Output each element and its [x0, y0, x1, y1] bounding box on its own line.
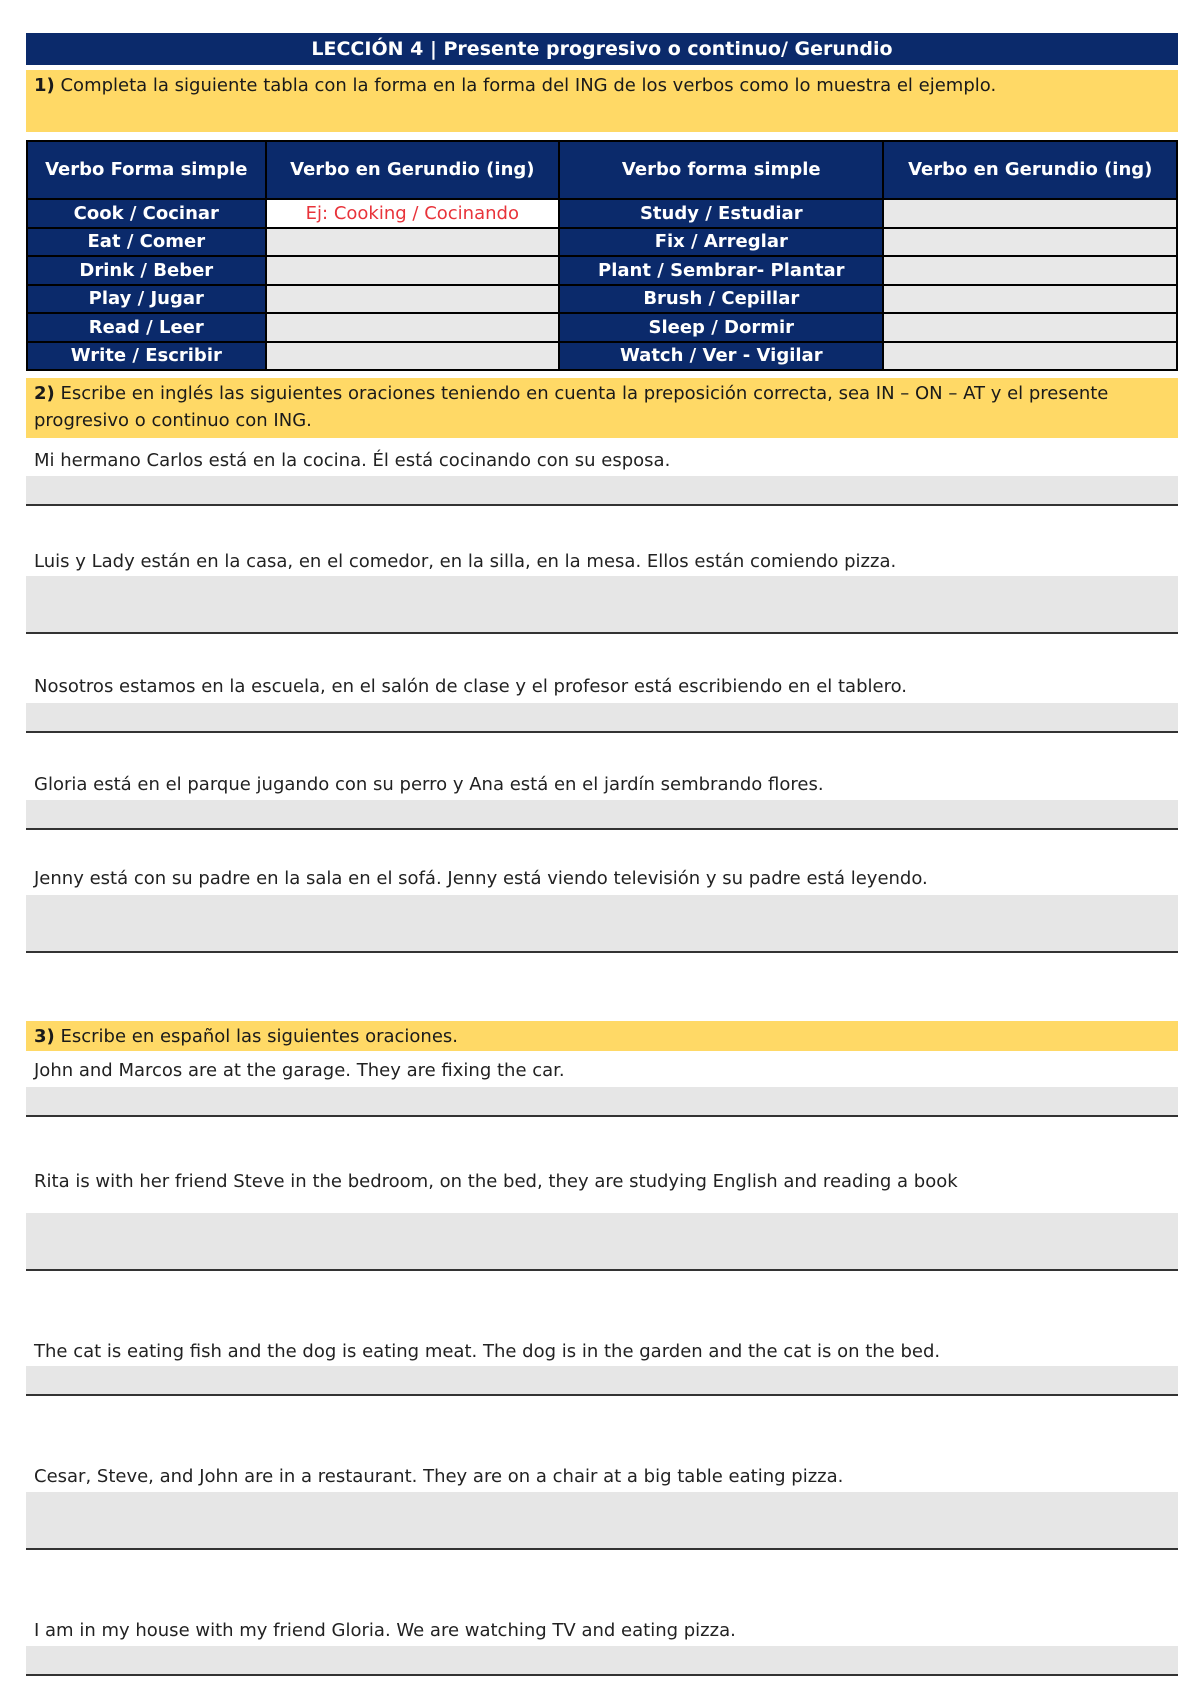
section3-instruction [26, 1021, 1178, 1051]
section1-number: 1) [34, 75, 55, 96]
answer-line[interactable] [26, 703, 1178, 733]
section2-sentence: Gloria está en el parque jugando con su perro y Ana está en el jardín sembrando flores. [34, 774, 824, 795]
section3-number: 3) [34, 1026, 55, 1047]
section3-sentence: John and Marcos are at the garage. They are fixing the car. [34, 1060, 565, 1081]
answer-field[interactable] [883, 285, 1177, 314]
section3-sentence: I am in my house with my friend Gloria. We are watching TV and eating pizza. [34, 1620, 736, 1641]
table-row [27, 285, 1177, 314]
section3-sentence: Rita is with her friend Steve in the bedroom, on the bed, they are studying English and reading a book [34, 1171, 958, 1192]
section2-text: Escribe en inglés las siguientes oraciones teniendo en cuenta la preposición correcta, sea IN – ON – AT y el presente progresivo o continuo con ING. [34, 383, 1109, 431]
section3-sentence: The cat is eating fish and the dog is eating meat. The dog is in the garden and the cat is on the bed. [34, 1341, 941, 1362]
section2-sentence: Nosotros estamos en la escuela, en el salón de clase y el profesor está escribiendo en el tablero. [34, 676, 907, 697]
section3-sentence: Cesar, Steve, and John are in a restaurant. They are on a chair at a big table eating pizza. [34, 1466, 844, 1487]
answer-line[interactable] [26, 1213, 1178, 1271]
table-row [27, 199, 1177, 228]
verb-table-header [27, 141, 1177, 199]
verb-cell: Read / Leer [27, 313, 266, 342]
answer-line[interactable] [26, 476, 1178, 506]
section2-sentence: Mi hermano Carlos está en la cocina. Él está cocinando con su esposa. [34, 450, 671, 471]
verb-cell: Eat / Comer [27, 228, 266, 257]
answer-field[interactable] [883, 256, 1177, 285]
verb-cell: Play / Jugar [27, 285, 266, 314]
answer-line[interactable] [26, 800, 1178, 830]
header-gerund-right: Verbo en Gerundio (ing) [883, 141, 1177, 199]
answer-line[interactable] [26, 1492, 1178, 1550]
answer-line[interactable] [26, 576, 1178, 634]
answer-line[interactable] [26, 1646, 1178, 1676]
answer-field[interactable] [266, 313, 560, 342]
section1-instruction [26, 70, 1178, 132]
verb-table [26, 140, 1178, 371]
answer-field[interactable] [883, 199, 1177, 228]
section1-text: Completa la siguiente tabla con la forma en la forma del ING de los verbos como lo muestra el ejemplo. [54, 75, 997, 96]
table-row [27, 256, 1177, 285]
answer-field[interactable] [883, 228, 1177, 257]
verb-cell: Study / Estudiar [559, 199, 883, 228]
table-row [27, 313, 1177, 342]
verb-cell: Sleep / Dormir [559, 313, 883, 342]
section2-instruction [26, 378, 1178, 438]
section2-sentence: Jenny está con su padre en la sala en el sofá. Jenny está viendo televisión y su padre está leyendo. [34, 868, 928, 889]
answer-field[interactable] [266, 228, 560, 257]
section3-text: Escribe en español las siguientes oraciones. [54, 1026, 459, 1047]
section2-sentence: Luis y Lady están en la casa, en el comedor, en la silla, en la mesa. Ellos están comiendo pizza. [34, 551, 897, 572]
answer-field[interactable] [266, 285, 560, 314]
verb-cell: Write / Escribir [27, 342, 266, 371]
verb-cell: Drink / Beber [27, 256, 266, 285]
section2-number: 2) [34, 383, 55, 404]
answer-line[interactable] [26, 895, 1178, 953]
example-answer: Ej: Cooking / Cocinando [266, 199, 560, 228]
answer-line[interactable] [26, 1087, 1178, 1117]
lesson-title: LECCIÓN 4 | Presente progresivo o continuo/ Gerundio [26, 33, 1178, 65]
header-gerund-left: Verbo en Gerundio (ing) [266, 141, 560, 199]
answer-field[interactable] [883, 342, 1177, 371]
verb-cell: Watch / Ver - Vigilar [559, 342, 883, 371]
answer-field[interactable] [883, 313, 1177, 342]
table-row [27, 228, 1177, 257]
header-simple-right: Verbo forma simple [559, 141, 883, 199]
answer-line[interactable] [26, 1366, 1178, 1396]
answer-field[interactable] [266, 256, 560, 285]
verb-cell: Fix / Arreglar [559, 228, 883, 257]
answer-field[interactable] [266, 342, 560, 371]
header-simple-left: Verbo Forma simple [27, 141, 266, 199]
verb-cell: Plant / Sembrar- Plantar [559, 256, 883, 285]
table-row [27, 342, 1177, 371]
verb-cell: Cook / Cocinar [27, 199, 266, 228]
verb-cell: Brush / Cepillar [559, 285, 883, 314]
